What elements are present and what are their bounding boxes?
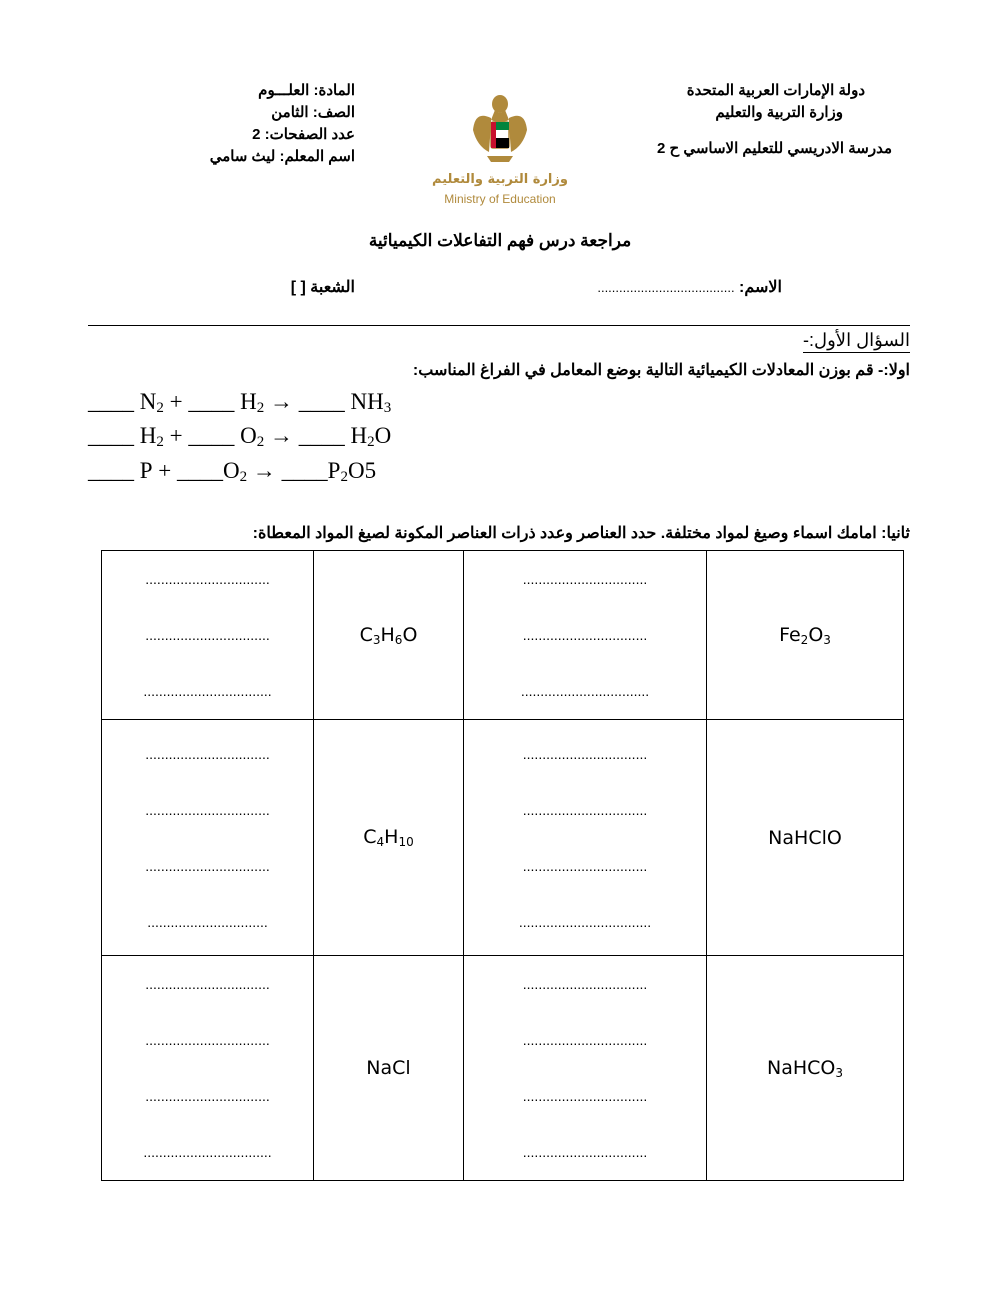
- header-teacher: اسم المعلم: ليث سامي: [209, 148, 355, 165]
- arrow-icon: →: [252, 458, 276, 483]
- coef-blank[interactable]: ____: [88, 423, 134, 448]
- question1-heading: السؤال الأول:-: [803, 328, 910, 353]
- answer-cell[interactable]: ................................ ................................ ................................ .................................: [102, 956, 314, 1181]
- answer-cell[interactable]: ................................ ................................ .................................: [102, 551, 314, 720]
- coef-blank[interactable]: ____: [177, 458, 224, 483]
- student-section-field[interactable]: [291, 277, 355, 297]
- header-country: دولة الإمارات العربية المتحدة: [686, 82, 865, 99]
- table-row: [102, 551, 904, 720]
- formula-table: [101, 550, 904, 1181]
- table-row: [102, 720, 904, 956]
- header-course-info: [210, 80, 355, 168]
- section-label: الشعبة [ ]: [290, 279, 355, 296]
- equation-1: ____ $N_2$ + ____ $H_2$ → ____ $NH_3$: [88, 389, 392, 416]
- coef-blank[interactable]: ____: [88, 458, 134, 483]
- arrow-icon: →: [269, 389, 293, 414]
- logo-arabic-text: وزارة التربية والتعليم: [432, 172, 568, 187]
- student-name-field[interactable]: [597, 277, 782, 297]
- question1-part1-instruction: اولا:- قم بوزن المعادلات الكيميائية التالية بوضع المعامل في الفراغ المناسب:: [412, 362, 910, 379]
- arrow-icon: →: [269, 423, 293, 448]
- coef-blank[interactable]: ____: [88, 389, 134, 414]
- formula-cell: NaCl: [314, 956, 464, 1181]
- answer-cell[interactable]: ................................ ................................ .................................: [464, 551, 707, 720]
- logo-english-text: Ministry of Education: [444, 192, 556, 206]
- answer-cell[interactable]: ................................ ................................ ................................ ..................................: [464, 720, 707, 956]
- coef-blank[interactable]: ____: [281, 458, 328, 483]
- header-school-info: [656, 80, 892, 160]
- answer-cell[interactable]: ................................ ................................ ................................ ................................: [464, 956, 707, 1181]
- coef-blank[interactable]: ____: [298, 389, 345, 414]
- ministry-logo: [425, 90, 575, 215]
- divider: [88, 325, 910, 326]
- coef-blank[interactable]: ____: [188, 389, 235, 414]
- equation-2: ____ $H_2$ + ____ $O_2$ → ____ $H_2O$: [88, 423, 392, 450]
- header-subject: المادة: العلـــوم: [258, 82, 355, 99]
- header-ministry: وزارة التربية والتعليم: [715, 104, 843, 121]
- header-pages: عدد الصفحات: 2: [252, 126, 355, 143]
- equation-3: ____ $P + \_\_\_\_O_2$ → $\_\_\_\_P_2O5$: [88, 458, 377, 485]
- page-title: مراجعة درس فهم التفاعلات الكيميائية: [368, 231, 632, 250]
- formula-cell: $C_3H_6O$: [314, 551, 464, 720]
- header-grade: الصف: الثامن: [271, 104, 355, 121]
- answer-cell[interactable]: ................................ ................................ ................................ ...............................: [102, 720, 314, 956]
- formula-cell: $Fe_2O_3$: [707, 551, 904, 720]
- formula-cell: $C_4H_{10}$: [314, 720, 464, 956]
- table-row: [102, 956, 904, 1181]
- name-label: الاسم:: [739, 279, 782, 296]
- formula-cell: NaHCO$_3$: [707, 956, 904, 1181]
- header-school: مدرسة الادريسي للتعليم الاساسي ح 2: [656, 140, 892, 157]
- name-blank: ......................................: [597, 280, 735, 295]
- coef-blank[interactable]: ____: [188, 423, 235, 448]
- formula-cell: NaHClO: [707, 720, 904, 956]
- coef-blank[interactable]: ____: [298, 423, 345, 448]
- question1-part2-instruction: ثانيا: امامك اسماء وصيغ لمواد مختلفة. حدد العناصر وعدد ذرات العناصر المكونة لصيغ المواد المعطاة:: [252, 525, 910, 542]
- eagle-emblem-icon: [425, 90, 575, 170]
